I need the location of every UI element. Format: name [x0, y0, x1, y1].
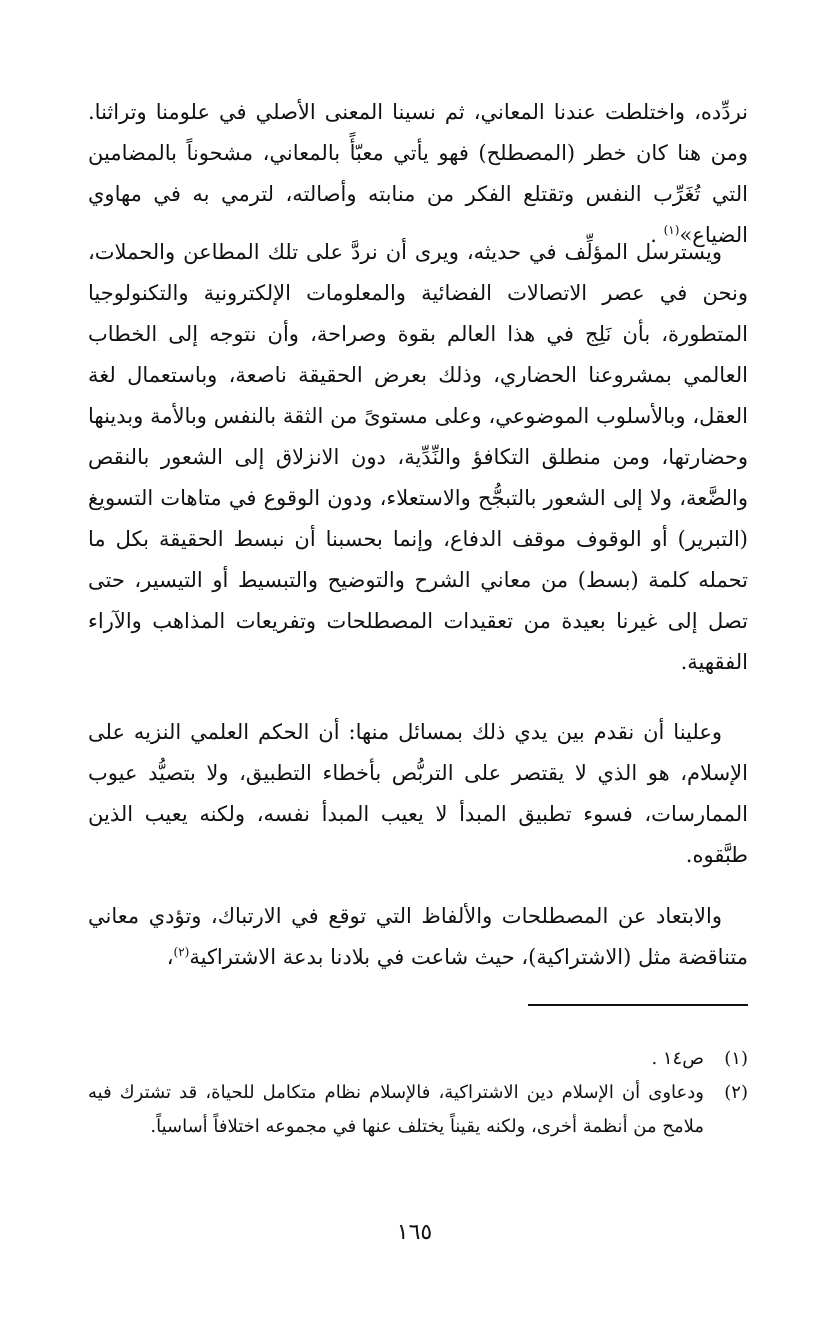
- footnote-1: [88, 1042, 748, 1076]
- footnote-1-text: ص١٤ .: [651, 1048, 704, 1069]
- paragraph-3: [88, 712, 748, 876]
- footnote-2-text: ودعاوى أن الإسلام دين الاشتراكية، فالإسلام نظام متكامل للحياة، قد تشترك فيه ملامح من أنظمة أخرى، ولكنه يقيناً يختلف عنها في مجموعه اختلافاً أساسياً.: [88, 1082, 704, 1137]
- footnotes-section: [88, 1042, 748, 1144]
- paragraph-2: [88, 232, 748, 683]
- paragraph-4-text: والابتعاد عن المصطلحات والألفاظ التي توقع في الارتباك، وتؤدي معاني متناقضة مثل (الاشتراكية)، حيث شاعت في بلادنا بدعة الاشتراكية: [88, 904, 748, 969]
- footnote-separator: [528, 1004, 748, 1006]
- page-number: ١٦٥: [396, 1220, 433, 1245]
- paragraph-1-tail: .: [650, 223, 664, 247]
- footnote-ref-2[interactable]: (٢): [173, 945, 190, 959]
- footnote-2: [88, 1076, 748, 1144]
- paragraph-4: [88, 896, 748, 978]
- paragraph-4-tail: ،: [166, 945, 174, 969]
- paragraph-3-text: وعلينا أن نقدم بين يدي ذلك بمسائل منها: أن الحكم العلمي النزيه على الإسلام، هو الذي لا يقتصر على التربُّص بأخطاء التطبيق، ولا بتصيُّد عيوب الممارسات، فسوء تطبيق المبدأ لا يعيب المبدأ نفسه، ولكنه يعيب الذين طبَّقوه.: [88, 720, 748, 867]
- paragraph-1-text: نردِّده، واختلطت عندنا المعاني، ثم نسينا المعنى الأصلي في علومنا وتراثنا. ومن هنا كان خطر (المصطلح) فهو يأتي معبّأً بالمعاني، مشحوناً بالمضامين التي تُغَرِّب النفس وتقتلع الفكر من منابته وأصالته، لترمي به في مهاوي الضياع»: [88, 100, 748, 247]
- footnote-ref-1[interactable]: (١): [663, 223, 680, 237]
- footnote-1-mark: (١): [724, 1048, 748, 1069]
- footnote-2-mark: (٢): [724, 1082, 748, 1103]
- paragraph-2-text: ويسترسل المؤلِّف في حديثه، ويرى أن نردَّ على تلك المطاعن والحملات، ونحن في عصر الاتصالات الفضائية والمعلومات الإلكترونية والتكنولوجيا المتطورة، بأن نَلِج في هذا العالم بقوة وصراحة، وأن نتوجه إلى الخطاب العالمي بمشروعنا الحضاري، وذلك بعرض الحقيقة ناصعة، وباستعمال لغة العقل، وبالأسلوب الموضوعي، وعلى مستوىً من الثقة بالنفس وبالأمة وبدينها وحضارتها، ومن منطلق التكافؤ والنِّدِّية، دون الانزلاق إلى الشعور بالنقص والضَّعة، ولا إلى الشعور بالتبجُّح والاستعلاء، ودون الوقوع في متاهات التسويغ (التبرير) أو الوقوف موقف الدفاع، وإنما بحسبنا أن نبسط الحقيقة بكل ما تحمله كلمة (بسط) من معاني الشرح والتوضيح والتبسيط أو التيسير، حتى تصل إلى غيرنا بعيدة من تعقيدات المصطلحات وتفريعات المذاهب والآراء الفقهية.: [88, 240, 748, 674]
